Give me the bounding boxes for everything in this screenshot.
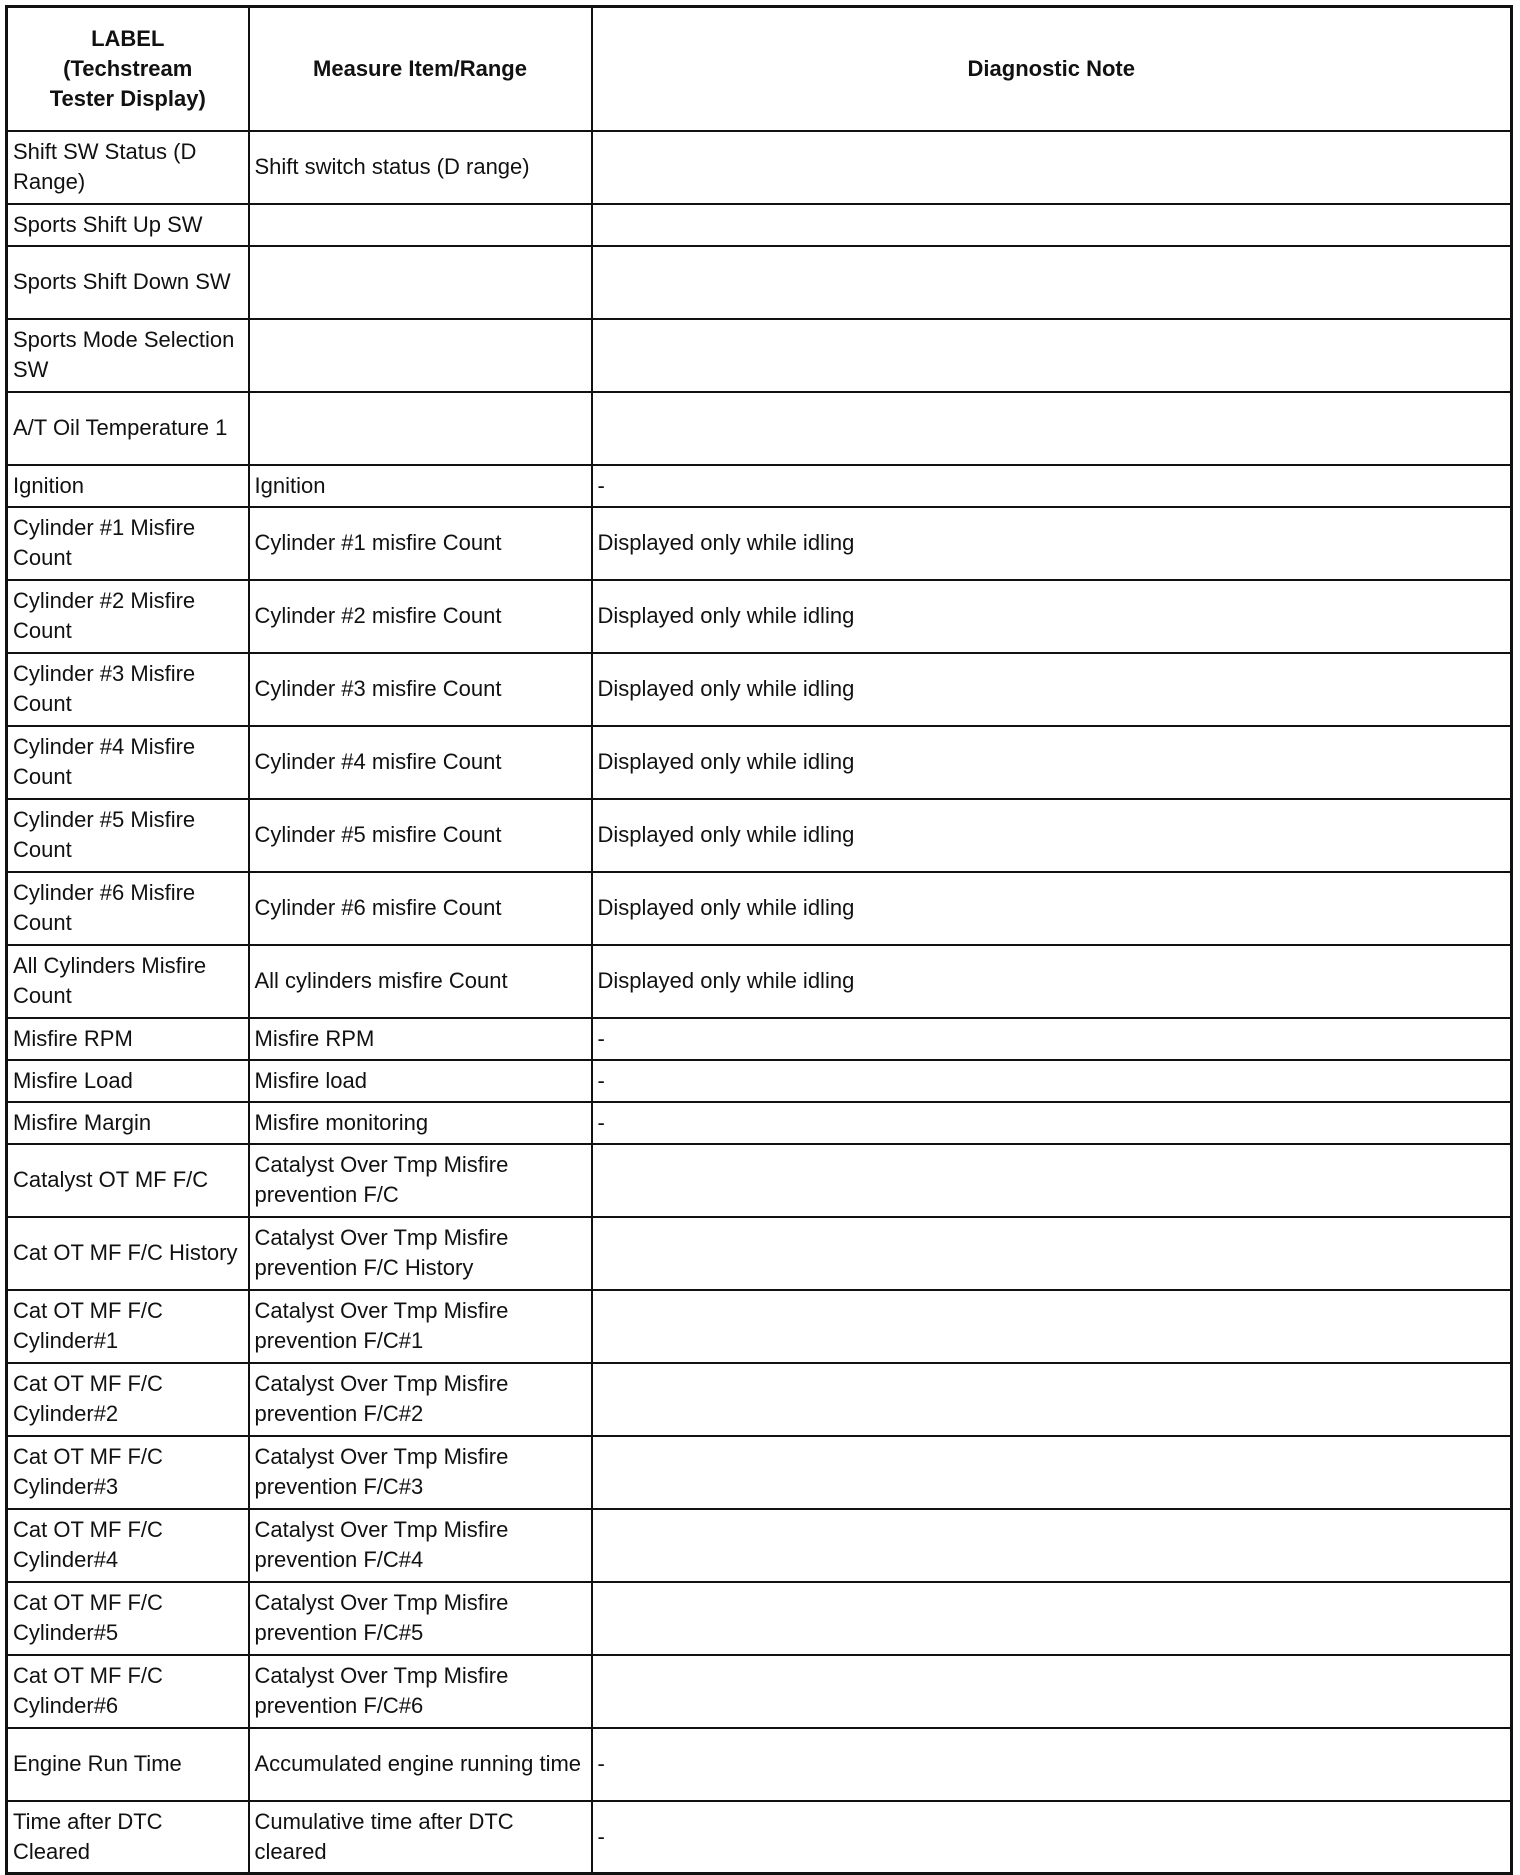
- cell-label: Cylinder #2 Misfire Count: [7, 580, 249, 653]
- cell-measure: Misfire load: [249, 1060, 592, 1102]
- cell-label: Sports Mode Selection SW: [7, 319, 249, 392]
- cell-measure: [249, 319, 592, 392]
- cell-measure: Cylinder #1 misfire Count: [249, 507, 592, 580]
- header-label-line3: Tester Display): [49, 85, 206, 111]
- table-row: [7, 1436, 1512, 1509]
- table-row: [7, 131, 1512, 204]
- cell-note: [592, 319, 1512, 392]
- cell-note: -: [592, 1728, 1512, 1801]
- cell-note: -: [592, 1102, 1512, 1144]
- cell-note: [592, 1436, 1512, 1509]
- cell-label: Misfire Load: [7, 1060, 249, 1102]
- cell-measure: Catalyst Over Tmp Misfire prevention F/C#1: [249, 1290, 592, 1363]
- cell-label: Time after DTC Cleared: [7, 1801, 249, 1874]
- cell-note: [592, 1363, 1512, 1436]
- cell-label: Misfire Margin: [7, 1102, 249, 1144]
- table-row: [7, 1102, 1512, 1144]
- table-row: [7, 580, 1512, 653]
- table-row: [7, 1060, 1512, 1102]
- cell-note: -: [592, 1801, 1512, 1874]
- cell-measure: All cylinders misfire Count: [249, 945, 592, 1018]
- table-row: [7, 204, 1512, 246]
- cell-note: [592, 392, 1512, 465]
- cell-measure: Misfire RPM: [249, 1018, 592, 1060]
- data-list-sheet: [5, 5, 1513, 1875]
- cell-measure: [249, 246, 592, 319]
- cell-measure: Shift switch status (D range): [249, 131, 592, 204]
- cell-note: [592, 1290, 1512, 1363]
- table-row: [7, 1290, 1512, 1363]
- cell-note: -: [592, 1060, 1512, 1102]
- cell-note: [592, 1655, 1512, 1728]
- table-row: [7, 1144, 1512, 1217]
- cell-note: [592, 204, 1512, 246]
- table-row: [7, 507, 1512, 580]
- table-row: [7, 945, 1512, 1018]
- cell-label: Catalyst OT MF F/C: [7, 1144, 249, 1217]
- table-row: [7, 465, 1512, 507]
- cell-label: Cat OT MF F/C Cylinder#2: [7, 1363, 249, 1436]
- table-row: [7, 726, 1512, 799]
- cell-measure: Catalyst Over Tmp Misfire prevention F/C#2: [249, 1363, 592, 1436]
- cell-measure: Catalyst Over Tmp Misfire prevention F/C History: [249, 1217, 592, 1290]
- table-row: [7, 1509, 1512, 1582]
- table-row: [7, 1217, 1512, 1290]
- cell-label: Cat OT MF F/C History: [7, 1217, 249, 1290]
- cell-measure: [249, 392, 592, 465]
- cell-label: Cat OT MF F/C Cylinder#4: [7, 1509, 249, 1582]
- header-label-line2: (Techstream: [63, 55, 193, 81]
- cell-measure: Catalyst Over Tmp Misfire prevention F/C: [249, 1144, 592, 1217]
- cell-label: Cylinder #6 Misfire Count: [7, 872, 249, 945]
- table-row: [7, 1363, 1512, 1436]
- cell-note: [592, 1217, 1512, 1290]
- cell-measure: Catalyst Over Tmp Misfire prevention F/C#6: [249, 1655, 592, 1728]
- cell-note: -: [592, 1018, 1512, 1060]
- header-note: Diagnostic Note: [592, 7, 1512, 131]
- cell-measure: Cylinder #2 misfire Count: [249, 580, 592, 653]
- cell-note: Displayed only while idling: [592, 799, 1512, 872]
- table-row: [7, 319, 1512, 392]
- cell-measure: Catalyst Over Tmp Misfire prevention F/C#4: [249, 1509, 592, 1582]
- table-row: [7, 246, 1512, 319]
- cell-label: All Cylinders Misfire Count: [7, 945, 249, 1018]
- table-row: [7, 1655, 1512, 1728]
- cell-label: Sports Shift Up SW: [7, 204, 249, 246]
- data-list-table: [5, 5, 1513, 1875]
- cell-label: Engine Run Time: [7, 1728, 249, 1801]
- header-label-line1: LABEL: [91, 25, 165, 51]
- table-row: [7, 1801, 1512, 1874]
- cell-label: Cat OT MF F/C Cylinder#1: [7, 1290, 249, 1363]
- table-row: [7, 1728, 1512, 1801]
- cell-label: Cat OT MF F/C Cylinder#3: [7, 1436, 249, 1509]
- cell-measure: Cylinder #3 misfire Count: [249, 653, 592, 726]
- table-row: [7, 653, 1512, 726]
- cell-measure: Catalyst Over Tmp Misfire prevention F/C#5: [249, 1582, 592, 1655]
- cell-measure: Misfire monitoring: [249, 1102, 592, 1144]
- cell-note: -: [592, 465, 1512, 507]
- cell-measure: Accumulated engine running time: [249, 1728, 592, 1801]
- header-measure: Measure Item/Range: [249, 7, 592, 131]
- cell-label: Misfire RPM: [7, 1018, 249, 1060]
- cell-note: Displayed only while idling: [592, 507, 1512, 580]
- cell-label: Ignition: [7, 465, 249, 507]
- cell-note: [592, 1582, 1512, 1655]
- cell-label: Cat OT MF F/C Cylinder#6: [7, 1655, 249, 1728]
- cell-label: Cylinder #3 Misfire Count: [7, 653, 249, 726]
- cell-note: Displayed only while idling: [592, 580, 1512, 653]
- cell-measure: Cylinder #4 misfire Count: [249, 726, 592, 799]
- header-row: [7, 7, 1512, 131]
- cell-label: Cylinder #4 Misfire Count: [7, 726, 249, 799]
- cell-note: Displayed only while idling: [592, 653, 1512, 726]
- table-row: [7, 392, 1512, 465]
- cell-measure: Catalyst Over Tmp Misfire prevention F/C#3: [249, 1436, 592, 1509]
- cell-label: Cylinder #5 Misfire Count: [7, 799, 249, 872]
- cell-note: [592, 1509, 1512, 1582]
- cell-label: Shift SW Status (D Range): [7, 131, 249, 204]
- table-row: [7, 1582, 1512, 1655]
- cell-measure: Cumulative time after DTC cleared: [249, 1801, 592, 1874]
- cell-label: Cat OT MF F/C Cylinder#5: [7, 1582, 249, 1655]
- table-row: [7, 799, 1512, 872]
- cell-measure: Ignition: [249, 465, 592, 507]
- cell-note: Displayed only while idling: [592, 945, 1512, 1018]
- cell-measure: Cylinder #6 misfire Count: [249, 872, 592, 945]
- cell-note: Displayed only while idling: [592, 872, 1512, 945]
- cell-label: A/T Oil Temperature 1: [7, 392, 249, 465]
- cell-note: Displayed only while idling: [592, 726, 1512, 799]
- table-row: [7, 1018, 1512, 1060]
- cell-measure: [249, 204, 592, 246]
- cell-note: [592, 246, 1512, 319]
- cell-note: [592, 1144, 1512, 1217]
- cell-label: Cylinder #1 Misfire Count: [7, 507, 249, 580]
- cell-label: Sports Shift Down SW: [7, 246, 249, 319]
- table-row: [7, 872, 1512, 945]
- cell-measure: Cylinder #5 misfire Count: [249, 799, 592, 872]
- header-label: [7, 7, 249, 131]
- cell-note: [592, 131, 1512, 204]
